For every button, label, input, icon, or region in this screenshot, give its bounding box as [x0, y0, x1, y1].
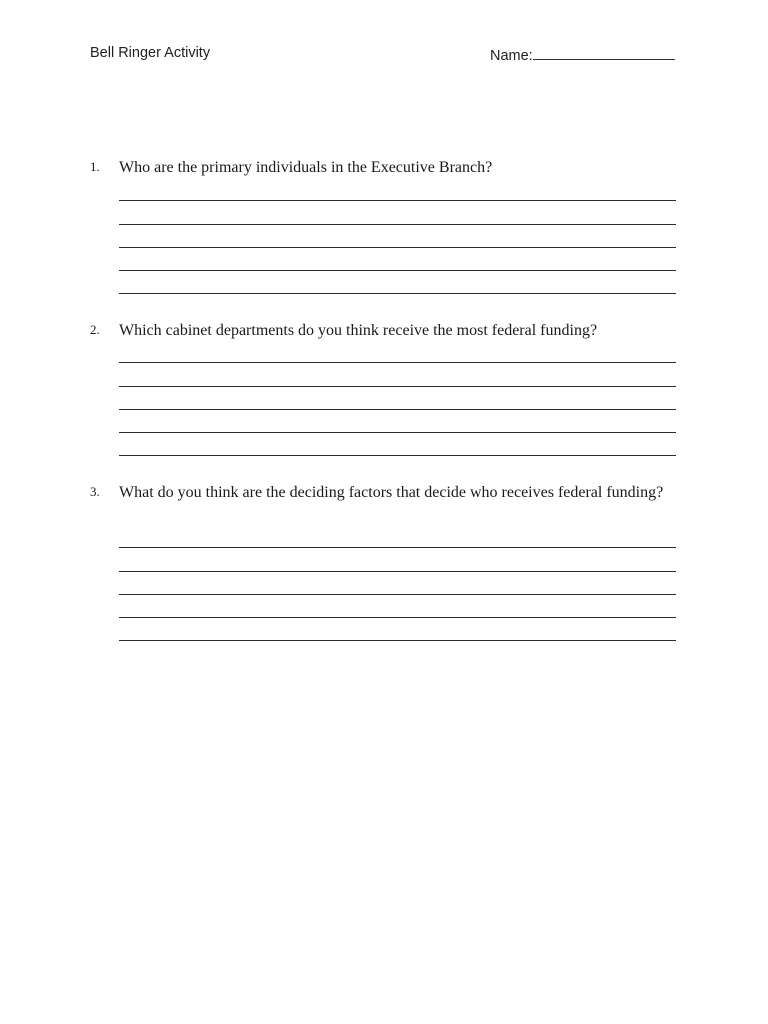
answer-line[interactable] — [119, 595, 676, 618]
question-number: 2. — [90, 322, 100, 337]
answer-line[interactable] — [119, 548, 676, 571]
worksheet-title: Bell Ringer Activity — [90, 45, 211, 61]
answer-line[interactable] — [119, 387, 676, 410]
answer-line[interactable] — [119, 618, 676, 641]
answer-line[interactable] — [119, 572, 676, 595]
answer-lines[interactable] — [119, 178, 676, 294]
answer-line[interactable] — [119, 363, 676, 386]
answer-lines[interactable] — [119, 340, 676, 456]
answer-line[interactable] — [119, 248, 676, 271]
name-label: Name: — [490, 48, 533, 64]
answer-line[interactable] — [119, 410, 676, 433]
question-number: 3. — [90, 484, 100, 499]
answer-line[interactable] — [119, 433, 676, 456]
answer-line[interactable] — [119, 201, 676, 224]
question-text: Which cabinet departments do you think receive the most federal funding? — [119, 322, 598, 339]
answer-line[interactable] — [119, 525, 676, 548]
question-text: What do you think are the deciding factors that decide who receives federal funding? — [119, 484, 664, 501]
answer-line[interactable] — [119, 340, 676, 363]
question-number: 1. — [90, 159, 100, 174]
name-blank-line[interactable] — [533, 47, 675, 60]
answer-line[interactable] — [119, 225, 676, 248]
name-field[interactable] — [490, 47, 675, 64]
answer-line[interactable] — [119, 271, 676, 294]
answer-lines[interactable] — [119, 525, 676, 641]
answer-line[interactable] — [119, 178, 676, 201]
question-text: Who are the primary individuals in the Executive Branch? — [119, 159, 493, 176]
